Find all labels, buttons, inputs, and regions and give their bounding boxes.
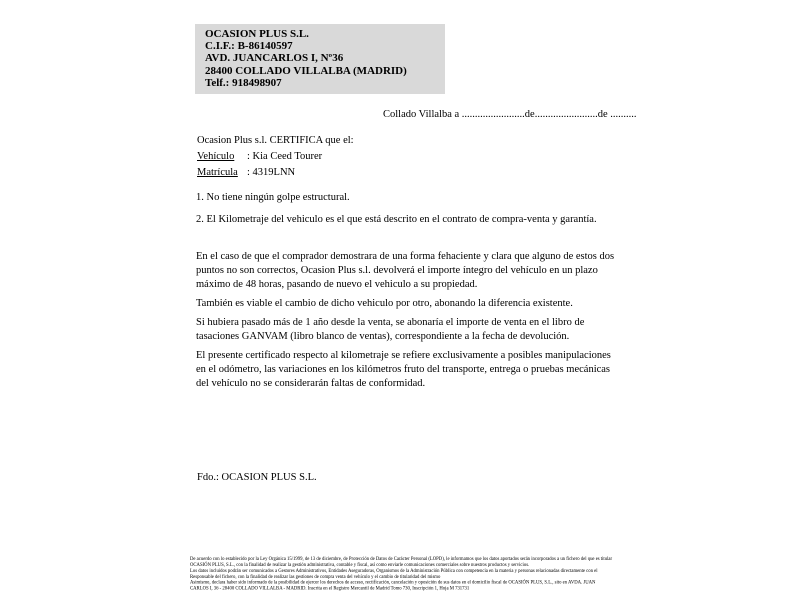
company-phone: Telf.: 918498907: [205, 76, 282, 89]
legal-footer-line: OCASIÓN PLUS, S.L., con la finalidad de realizar la gestión administrativa, contable y fiscal, así como enviarle comunicaciones comerciales sobre nuestros productos y servicios.: [190, 561, 530, 568]
legal-footer-line: Responsable del fichero, con la finalidad de realizar las gestiones de compra venta del vehículo y el cambio de titularidad del mismo: [190, 573, 441, 580]
paragraph-refund: En el caso de que el comprador demostrara de una forma fehaciente y clara que alguno de estos dos puntos no son correctos, Ocasion Plus s.l. devolverá el importe íntegro del vehículo en un plazo máximo de 48 horas, pasando de nuevo el vehiculo a su propiedad.: [196, 251, 615, 290]
legal-footer-line: Los datos incluidos podrán ser comunicados a Gestores Administrativos, Entidades Aseguradoras, Organismos de la Administración Pública con competencia en la materia y personas relacionadas directamente con el: [190, 567, 598, 574]
legal-footer-line: De acuerdo con lo establecido por la Ley Orgánica 15/1999, de 13 de diciembre, de Protección de Datos de Carácter Personal (LOPD), le informamos que los datos aportados serán incorporados a un fichero del que es titular: [190, 556, 613, 562]
date-line: Collado Villalba a ........................de........................de ..........: [383, 109, 637, 120]
paragraph-odometer: El presente certificado respecto al kilometraje se refiere exclusivamente a posibles manipulaciones en el odómetro, las variaciones en los kilómetros fruto del transporte, entrega o pruebas mecánicas del vehículo no se considerarán faltas de conformidad.: [196, 350, 611, 389]
legal-footer-line: CARLOS I, 36 - 28400 COLLADO VILLALBA - MADRID. Inscrita en el Registro Mercantil de Madrid Tomo 730, Inscripción 1, Hoja M 731731: [190, 585, 470, 591]
paragraph-exchange: También es viable el cambio de dicho vehiculo por otro, abonando la diferencia existente.: [196, 298, 573, 309]
certified-points: [196, 191, 626, 235]
legal-footer: [190, 556, 612, 591]
body-paragraphs: [196, 250, 618, 396]
company-address: AVD. JUANCARLOS I, Nº36: [205, 52, 344, 65]
letterhead-box: [195, 24, 445, 94]
vehicle-value: : Kia Ceed Tourer: [247, 151, 323, 162]
plate-value: : 4319LNN: [247, 167, 296, 178]
signature-line: Fdo.: OCASION PLUS S.L.: [197, 472, 317, 483]
company-cif: C.I.F.: B-86140597: [205, 40, 293, 53]
vehicle-label: Vehículo: [197, 151, 235, 162]
paragraph-ganvam: Si hubiera pasado más de 1 año desde la venta, se abonaría el importe de venta en el libro de tasaciones GANVAM (libro blanco de ventas), correspondiente a la fecha de devolución.: [196, 317, 585, 342]
certification-block: [197, 133, 354, 181]
legal-footer-line: Asimismo, declara haber sido informado de la posibilidad de ejercer los derechos de acceso, rectificación, cancelación y oposición de sus datos en el domicilio fiscal de OCASIÓN PLUS, S.L., sito en AVDA. JUAN: [190, 579, 596, 585]
point-2: 2. El Kilometraje del vehiculo es el que está descrito en el contrato de compra-venta y garantía.: [196, 214, 597, 225]
vehicle-row: [197, 149, 354, 165]
plate-row: [197, 165, 354, 181]
certify-intro: Ocasion Plus s.l. CERTIFICA que el:: [197, 135, 354, 146]
plate-label: Matrícula: [197, 167, 238, 178]
point-1: 1. No tiene ningún golpe estructural.: [196, 192, 350, 203]
company-name: OCASION PLUS S.L.: [205, 28, 309, 40]
company-city: 28400 COLLADO VILLALBA (MADRID): [205, 64, 407, 77]
